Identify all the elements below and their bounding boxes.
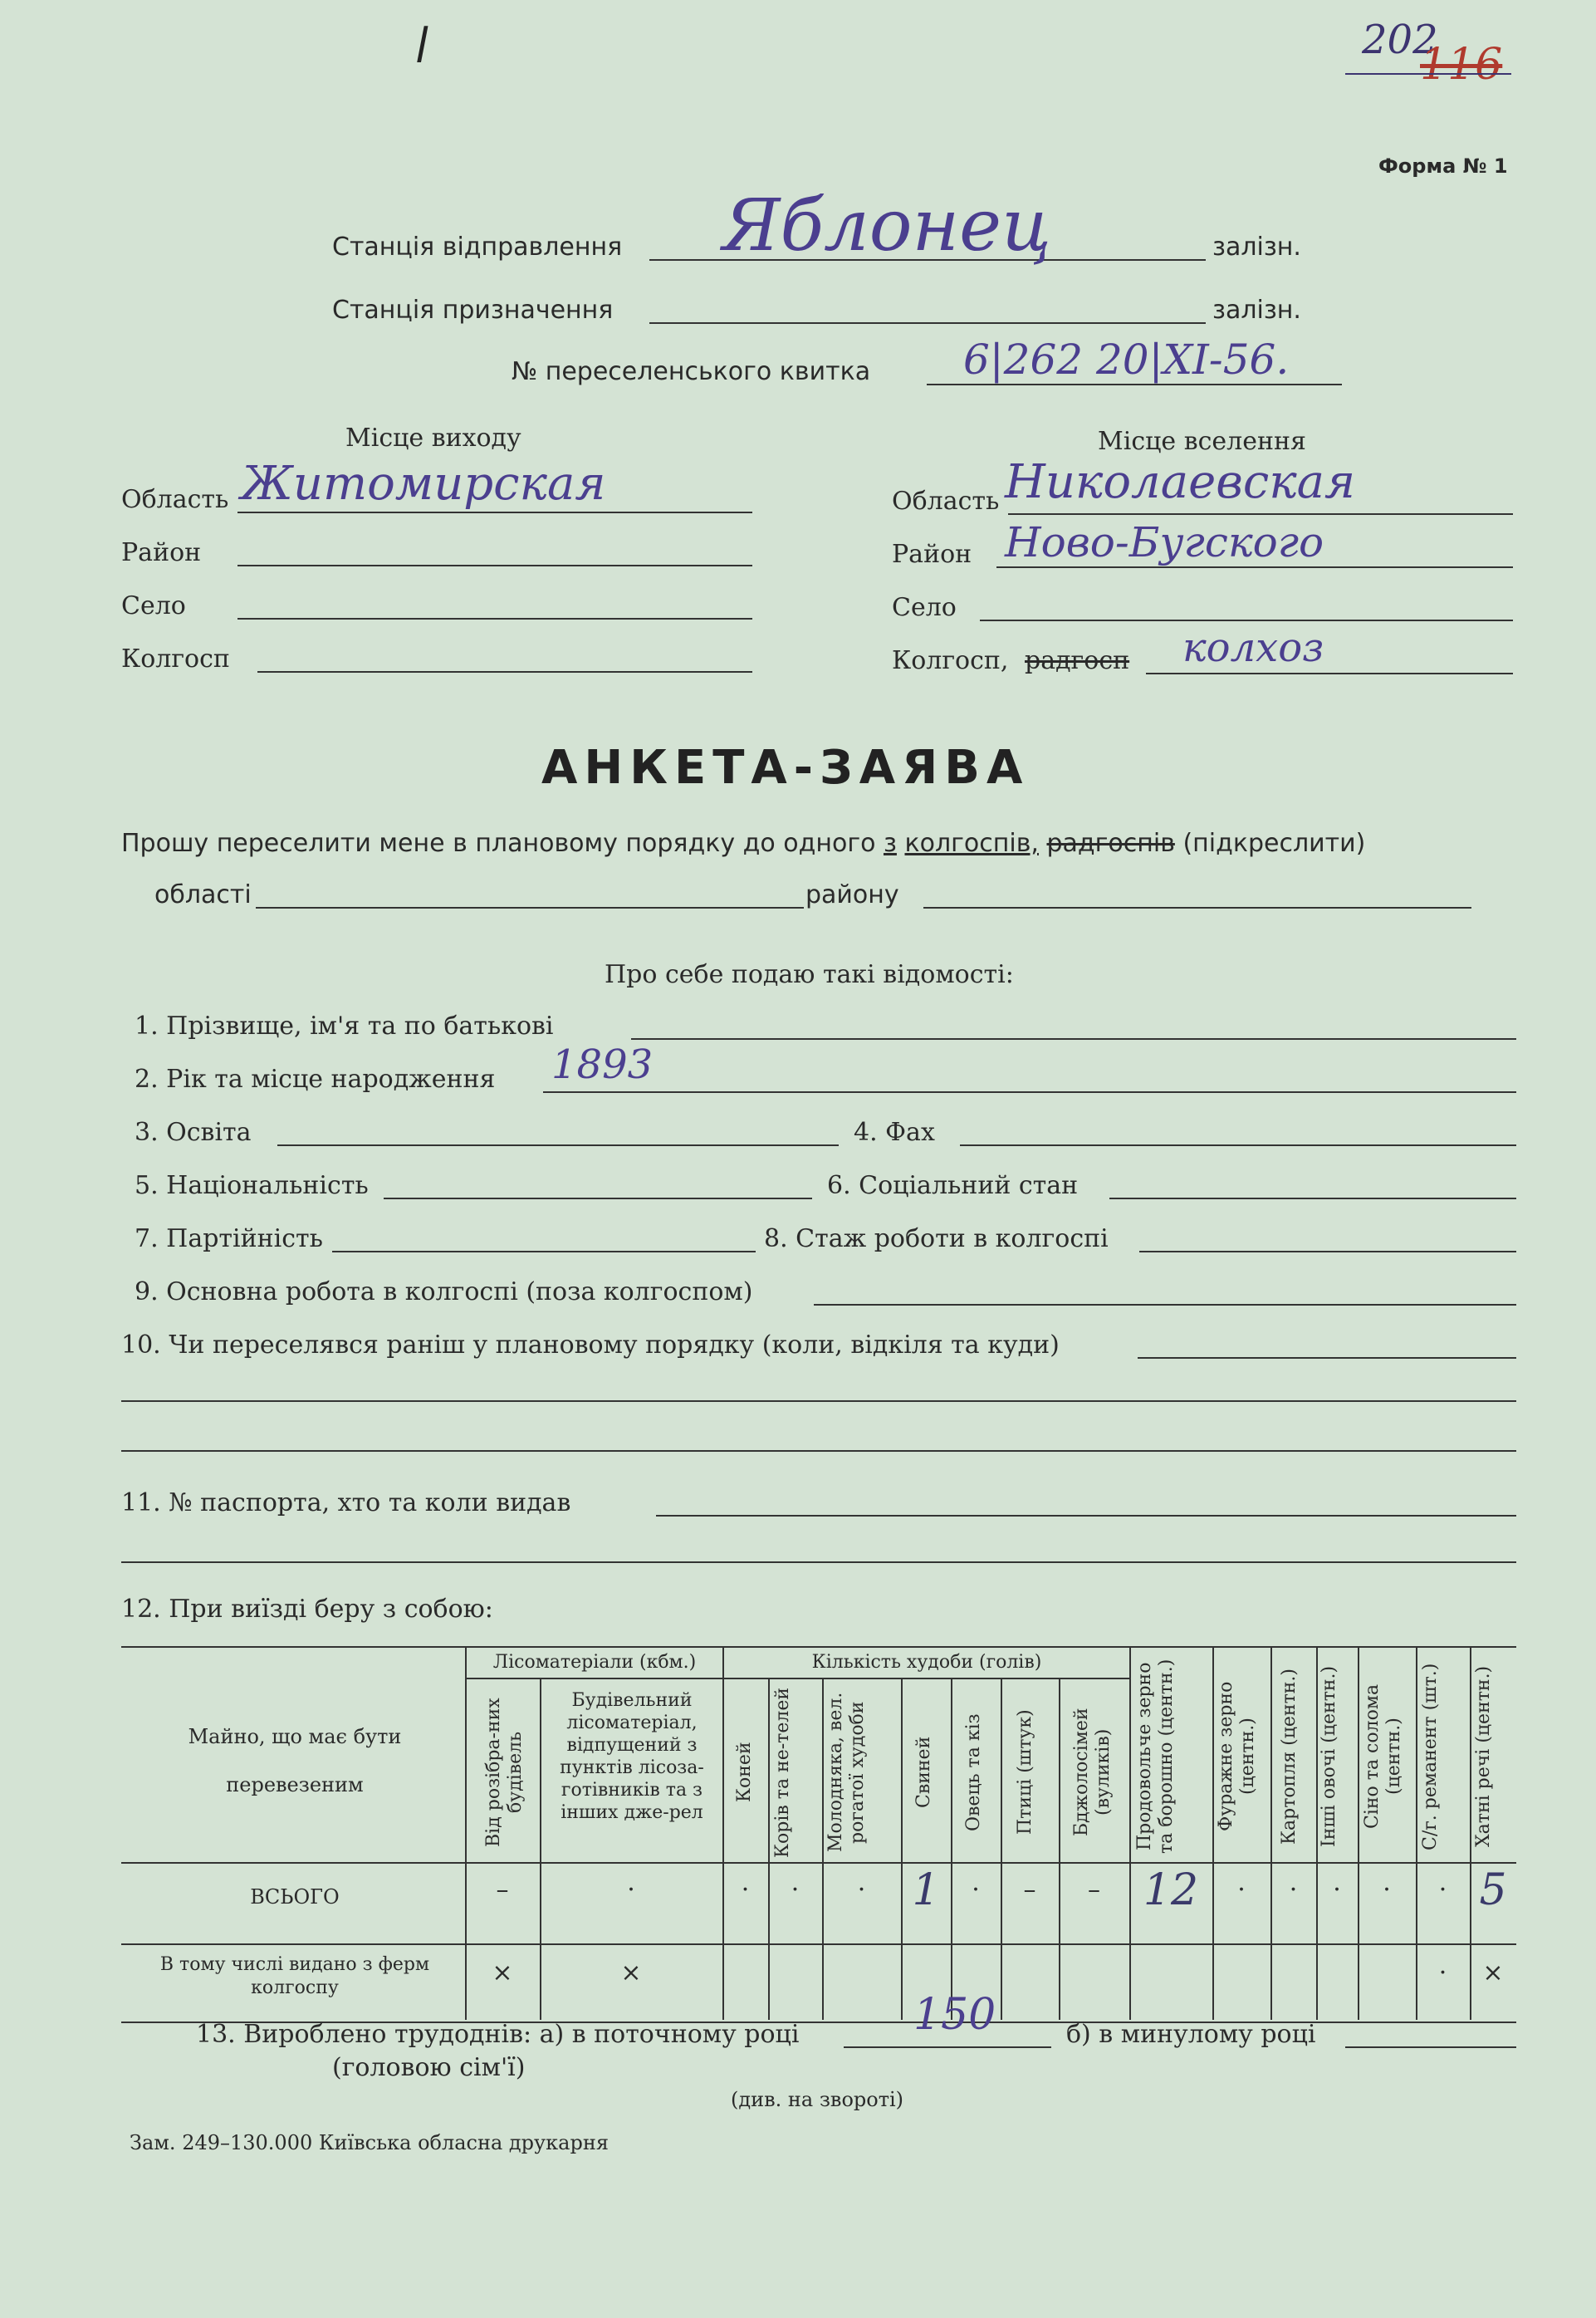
col-bees: Бджолосімей (вуликів) [1071, 1708, 1114, 1837]
col-line-7 [951, 1678, 952, 2020]
origin-oblast-value: Житомирская [241, 457, 606, 511]
dest-oblast-line [1008, 513, 1513, 515]
dest-raion-label: Район [892, 540, 972, 569]
total-row-cell-13: · [1383, 1875, 1391, 1904]
dest-oblast-value: Николаевская [1005, 455, 1356, 509]
row-total-label: ВСЬОГО [250, 1885, 340, 1909]
farm-row-cell-15: × [1482, 1958, 1504, 1987]
dest-kolhosp-line [1146, 673, 1513, 674]
request-oblast-label: області [154, 880, 252, 909]
property-header-line-1: Майно, що має бути [188, 1725, 402, 1748]
workdays-current-value: 150 [913, 1990, 996, 2040]
field-10-line-2 [121, 1400, 1516, 1402]
field-12-label: 12. При виїзді беру з собою: [121, 1595, 493, 1624]
total-row-cell-1: · [627, 1875, 635, 1904]
origin-heading: Місце виходу [345, 424, 521, 453]
field-5-label: 5. Національність [135, 1171, 369, 1200]
field-9-line [814, 1304, 1516, 1306]
field-4-label: 4. Фах [854, 1118, 935, 1147]
archive-number: 202 [1362, 17, 1438, 63]
farm-row-cell-1: × [620, 1958, 642, 1987]
property-header-line-2: перевезеним [226, 1773, 364, 1796]
col-line-8 [1001, 1678, 1002, 2020]
field-2-label: 2. Рік та місце народження [135, 1065, 496, 1094]
field-10-label: 10. Чи переселявся раніш у плановому порядку (коли, відкіля та куди) [121, 1331, 1060, 1360]
form-number: Форма № 1 [1378, 154, 1508, 178]
field-10-line [1138, 1357, 1516, 1359]
ticket-label: № переселенського квитка [512, 357, 871, 386]
dest-raion-line [996, 566, 1513, 568]
field-10-line-3 [121, 1450, 1516, 1452]
field-1-line [631, 1038, 1516, 1040]
origin-kolhosp-label: Колгосп [121, 644, 230, 674]
timber-col-building: Будівельний лісоматеріал, відпущений з пунктів лісоза-готівників та з інших дже-рел [560, 1690, 704, 1823]
workdays-current-line [844, 2046, 1051, 2048]
field-7-line [332, 1251, 756, 1252]
col-other-veg: Інші овочі (центн.) [1319, 1665, 1339, 1848]
field-11-line [656, 1515, 1516, 1517]
request-text [121, 829, 1365, 858]
timber-col-dismantled: Від розібра-них будівель [483, 1698, 526, 1847]
farm-row-cell-14: · [1438, 1958, 1447, 1987]
col-pigs: Свиней [913, 1736, 934, 1809]
info-heading: Про себе подаю такі відомості: [605, 960, 1014, 989]
turn-over-note: (див. на звороті) [731, 2088, 904, 2111]
origin-kolhosp-line [257, 671, 752, 673]
destination-rail-suffix: залізн. [1212, 296, 1301, 325]
col-line-14 [1358, 1646, 1359, 2020]
col-household: Хатні речі (центн.) [1473, 1665, 1494, 1848]
dest-raion-value: Ново-Бугского [1005, 518, 1324, 566]
total-row-cell-15: 5 [1479, 1865, 1507, 1915]
workdays-note: (головою сім'ї) [332, 2053, 526, 2082]
request-radhosp-struck: радгоспів [1046, 829, 1175, 858]
origin-oblast-line [237, 512, 752, 513]
field-2-line [543, 1091, 1516, 1093]
archive-number-struck: 116 [1420, 40, 1503, 90]
total-row-cell-3: · [791, 1875, 800, 1904]
origin-selo-line [237, 618, 752, 620]
departure-station-value: Яблонец [722, 184, 1052, 267]
field-6-line [1109, 1198, 1516, 1199]
request-raion-label: району [805, 880, 899, 909]
col-line-12 [1270, 1646, 1272, 2020]
table-group-divider [465, 1678, 1129, 1679]
col-line-4 [768, 1678, 770, 2020]
col-birds: Птиці (штук) [1015, 1709, 1035, 1835]
request-tail: (підкреслити) [1182, 829, 1366, 858]
total-row-cell-2: · [741, 1875, 750, 1904]
request-kolhosp-underlined: колгоспів, [904, 829, 1039, 858]
field-3-line [277, 1144, 839, 1146]
origin-oblast-label: Область [121, 485, 229, 514]
livestock-group-header: Кількість худоби (голів) [811, 1652, 1042, 1673]
col-young-cattle: Молодняка, вел. рогатої худоби [825, 1692, 868, 1853]
table-header-bottom [121, 1862, 1516, 1864]
workdays-prev-line [1345, 2046, 1516, 2048]
top-mark: ǀ [415, 17, 430, 75]
col-line-11 [1212, 1646, 1214, 2020]
dest-selo-line [980, 620, 1513, 621]
col-sheep: Овець та кіз [963, 1713, 984, 1831]
origin-raion-label: Район [121, 538, 202, 567]
col-line-9 [1059, 1678, 1060, 2020]
total-row-cell-4: · [857, 1875, 866, 1904]
col-tools: С/г. реманент (шт.) [1420, 1663, 1441, 1850]
col-cows: Корів та не-телей [772, 1687, 793, 1858]
field-1-label: 1. Прізвище, ім'я та по батькові [135, 1012, 554, 1041]
departure-station-label: Станція відправлення [332, 233, 623, 262]
dest-oblast-label: Область [892, 487, 1000, 516]
dest-radhosp-struck: радгосп [1025, 646, 1130, 675]
field-6-label: 6. Соціальний стан [827, 1171, 1079, 1200]
request-oblast-line [256, 907, 804, 909]
total-row-cell-14: · [1438, 1875, 1447, 1904]
col-line-10 [1129, 1646, 1131, 2020]
col-fodder: Фуражне зерно (центн.) [1216, 1681, 1258, 1832]
total-row-cell-6: · [972, 1875, 980, 1904]
ticket-line [927, 384, 1342, 385]
col-line-3 [722, 1646, 724, 2020]
field-8-line [1139, 1251, 1516, 1252]
col-potato: Картопля (центн.) [1279, 1669, 1300, 1845]
farm-row-cell-0: × [492, 1958, 513, 1987]
total-row-cell-10: · [1237, 1875, 1246, 1904]
col-line-6 [901, 1678, 903, 2020]
field-11-line-2 [121, 1561, 1516, 1563]
destination-station-line [649, 322, 1206, 324]
total-row-cell-8: – [1088, 1875, 1100, 1904]
dest-kolhosp-label: Колгосп, [892, 646, 1009, 675]
ticket-value: 6|262 20|XI-56. [963, 336, 1290, 384]
origin-selo-label: Село [121, 591, 186, 620]
property-header [133, 1713, 457, 1809]
total-row-cell-5: 1 [912, 1865, 940, 1915]
departure-rail-suffix: залізн. [1212, 233, 1301, 262]
field-11-label: 11. № паспорта, хто та коли видав [121, 1488, 571, 1517]
col-food-grain: Продовольче зерно та борошно (центн.) [1134, 1659, 1177, 1855]
dest-selo-label: Село [892, 593, 957, 622]
origin-raion-line [237, 565, 752, 566]
field-9-label: 9. Основна робота в колгоспі (поза колгоспом) [135, 1277, 753, 1306]
field-8-label: 8. Стаж роботи в колгоспі [764, 1224, 1109, 1253]
col-line-13 [1316, 1646, 1318, 2020]
field-5-line [384, 1198, 812, 1199]
total-row-cell-11: · [1289, 1875, 1298, 1904]
workdays-label: 13. Вироблено трудоднів: а) в поточному році [196, 2020, 800, 2049]
col-hay: Сіно та солома (центн.) [1362, 1683, 1404, 1830]
page-title: АНКЕТА-ЗАЯВА [541, 741, 1030, 795]
request-text-start: Прошу переселити мене в плановому порядку до одного [121, 829, 876, 858]
field-7-label: 7. Партійність [135, 1224, 323, 1253]
total-row-cell-0: – [496, 1875, 509, 1904]
total-row-cell-7: – [1023, 1875, 1036, 1904]
request-raion-line [923, 907, 1471, 909]
col-horses: Коней [734, 1742, 755, 1803]
field-2-value: 1893 [551, 1041, 654, 1088]
total-row-cell-9: 12 [1143, 1865, 1199, 1915]
request-num: з [883, 829, 897, 858]
field-3-label: 3. Освіта [135, 1118, 252, 1147]
col-line-5 [822, 1678, 824, 2020]
table-row-divider [121, 1943, 1516, 1945]
dest-kolhosp-value: колхоз [1182, 625, 1324, 671]
destination-heading: Місце вселення [1098, 427, 1306, 456]
total-row-cell-12: · [1333, 1875, 1341, 1904]
row-farm-label: В тому числі видано з ферм колгоспу [159, 1954, 430, 1998]
field-4-line [960, 1144, 1516, 1146]
destination-station-label: Станція призначення [332, 296, 614, 325]
printer-imprint: Зам. 249–130.000 Київська обласна друкарня [130, 2131, 609, 2154]
archive-underline [1345, 73, 1511, 75]
timber-group-header: Лісоматеріали (кбм.) [492, 1652, 697, 1673]
workdays-prev-label: б) в минулому році [1066, 2020, 1316, 2049]
